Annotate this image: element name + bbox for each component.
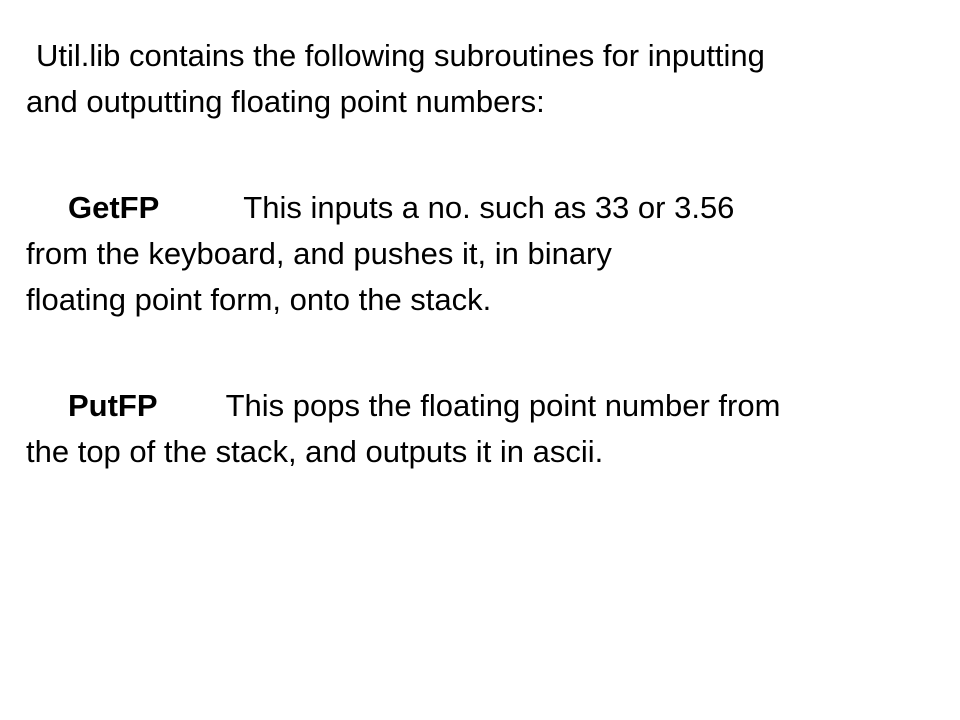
putfp-line-1 — [26, 388, 780, 424]
getfp-term: GetFP — [68, 190, 160, 225]
intro-line-2: and outputting floating point numbers: — [26, 84, 545, 119]
intro-line-1: Util.lib contains the following subroutines for inputting — [36, 38, 765, 73]
getfp-line-3: floating point form, onto the stack. — [26, 282, 492, 317]
getfp-line-1 — [26, 190, 734, 226]
putfp-line-2: the top of the stack, and outputs it in ascii. — [26, 434, 604, 469]
getfp-line-2: from the keyboard, and pushes it, in binary — [26, 236, 612, 271]
getfp-description-1: This inputs a no. such as 33 or 3.56 — [243, 190, 735, 225]
putfp-term: PutFP — [68, 388, 158, 423]
putfp-description-1: This pops the floating point number from — [225, 388, 781, 423]
